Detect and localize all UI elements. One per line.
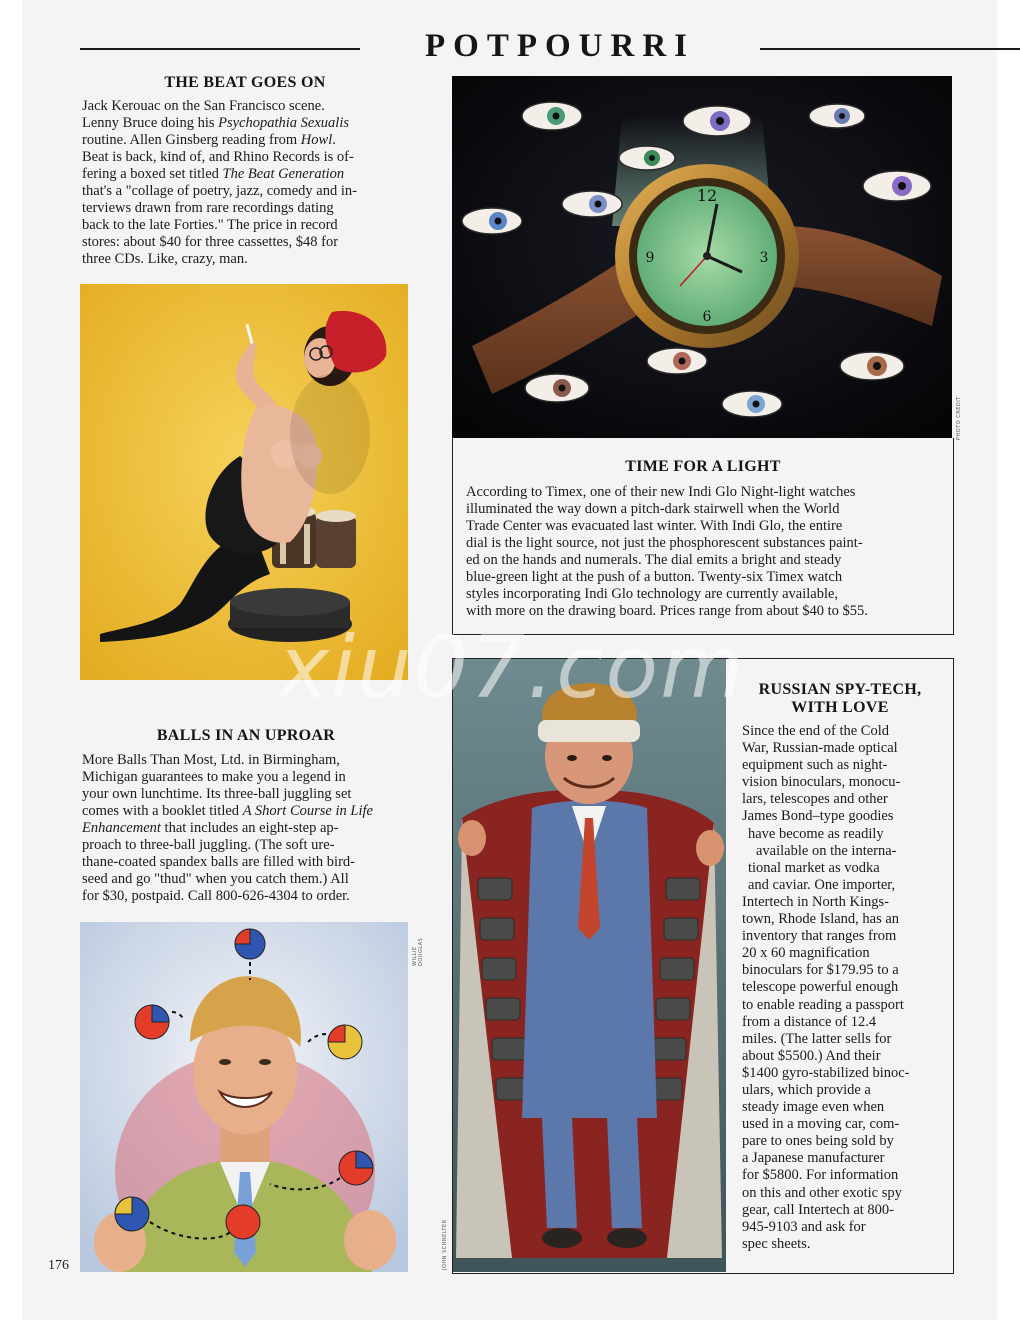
text-line: Enhancement that includes an eight-step ap- [82,820,339,836]
text-line: More Balls Than Most, Ltd. in Birmingham, [82,752,340,768]
text-line: and caviar. One importer, [748,876,896,893]
spy-heading [728,681,952,717]
text-line: to enable reading a passport [742,996,904,1013]
text-line: have become as readily [748,825,884,842]
masthead-title: POTPOURRI [425,28,695,64]
balls-article-body [82,752,373,905]
text-line: routine. Allen Ginsberg reading from Howl. [82,132,336,148]
text-line: gear, call Intertech at 800- [742,1201,894,1218]
text-line: with more on the drawing board. Prices range from about $40 to $55. [466,603,868,619]
text-line: miles. (The latter sells for [742,1030,892,1047]
text-line: 20 x 60 magnification [742,945,870,962]
spy-heading-line-2: WITH LOVE [791,699,889,716]
text-line: on this and other exotic spy [742,1184,902,1201]
text-line: comes with a booklet titled A Short Course in Life [82,803,373,819]
text-line: proach to three-ball juggling. (The soft ure- [82,837,335,853]
text-line: tional market as vodka [748,859,880,876]
text-line: James Bond–type goodies [742,808,894,825]
text-line: lars, telescopes and other [742,791,888,808]
text-line: used in a moving car, com- [742,1116,900,1133]
text-line: from a distance of 12.4 [742,1013,877,1030]
text-line: back to the late Forties." The price in record [82,217,338,233]
text-line: steady image even when [742,1099,885,1116]
masthead-rule-right [760,48,1020,50]
time-photo-credit: PHOTO CREDIT [956,396,962,440]
time-heading: TIME FOR A LIGHT [625,458,781,475]
text-line: vision binoculars, monocu- [742,774,901,791]
spy-heading-line-1: RUSSIAN SPY-TECH, [758,681,922,698]
text-line: Since the end of the Cold [742,723,889,739]
text-line: dial is the light source, not just the phosphorescent substances paint- [466,535,863,551]
text-line: town, Rhode Island, has an [742,911,900,928]
spy-article-body [742,723,910,1253]
svg-text:3: 3 [759,250,769,266]
svg-text:12: 12 [696,186,718,205]
text-line: Beat is back, kind of, and Rhino Records is of- [82,149,354,165]
text-line: spec sheets. [742,1235,811,1252]
text-line: Intertech in North Kings- [742,893,889,910]
balls-illustration-credit: WILLIE DOUGLAS [412,937,424,966]
text-line: ulars, which provide a [742,1081,871,1098]
masthead-rule-left [80,48,360,50]
text-line: blue-green light at the push of a button. Twenty-six Timex watch [466,569,843,585]
text-line: three CDs. Like, crazy, man. [82,251,248,267]
text-line: pare to ones being sold by [742,1133,894,1150]
text-line: Lenny Bruce doing his Psychopathia Sexualis [82,115,350,131]
text-line: that's a "collage of poetry, jazz, comedy and in- [82,183,357,199]
svg-text:9: 9 [645,250,655,266]
text-line: about $5500.) And their [742,1047,881,1064]
masthead [80,28,996,72]
svg-text:6: 6 [702,309,712,325]
watermark: xiu07.com [278,618,746,718]
text-line: stores: about $40 for three cassettes, $48 for [82,234,339,250]
text-line: telescope powerful enough [742,979,899,996]
text-line: seed and go "thud" when you catch them.) All [82,871,349,887]
text-line: binoculars for $179.95 to a [742,962,899,979]
text-line: equipment such as night- [742,757,888,774]
text-line: for $30, postpaid. Call 800-626-4304 to order. [82,888,350,904]
text-line: available on the interna- [756,842,897,859]
text-line: your own lunchtime. Its three-ball juggling set [82,786,352,802]
text-line: ed on the hands and numerals. The dial emits a bright and steady [466,552,842,568]
beat-pinup-photo [80,284,408,680]
text-line: fering a boxed set titled The Beat Generation [82,166,345,182]
beat-article-body [82,98,357,268]
text-line: Trade Center was evacuated last winter. With Indi Glo, the entire [466,518,843,534]
text-line: Michigan guarantees to make you a legend in [82,769,346,785]
text-line: Jack Kerouac on the San Francisco scene. [82,98,325,114]
text-line: terviews drawn from rare recordings dating [82,200,334,216]
time-article-body [466,484,868,620]
page-number: 176 [48,1258,69,1273]
text-line: According to Timex, one of their new Indi Glo Night-light watches [466,484,856,500]
timex-watch-eyes-photo [452,76,952,438]
text-line: War, Russian-made optical [742,740,898,757]
text-line: thane-coated spandex balls are filled with bird- [82,854,355,870]
text-line: $1400 gyro-stabilized binoc- [742,1064,910,1081]
beat-heading: THE BEAT GOES ON [164,74,326,91]
balls-heading: BALLS IN AN UPROAR [156,727,336,744]
text-line: 945-9103 and ask for [742,1218,866,1235]
text-line: illuminated the way down a pitch-dark stairwell when the World [466,501,840,517]
juggler-illustration [80,922,408,1272]
spy-illustration-credit: JOHN SCHNELTER [442,1219,448,1270]
text-line: a Japanese manufacturer [742,1150,885,1167]
text-line: inventory that ranges from [742,928,897,945]
text-line: for $5800. For information [742,1167,899,1184]
text-line: styles incorporating Indi Glo technology are currently available, [466,586,839,602]
